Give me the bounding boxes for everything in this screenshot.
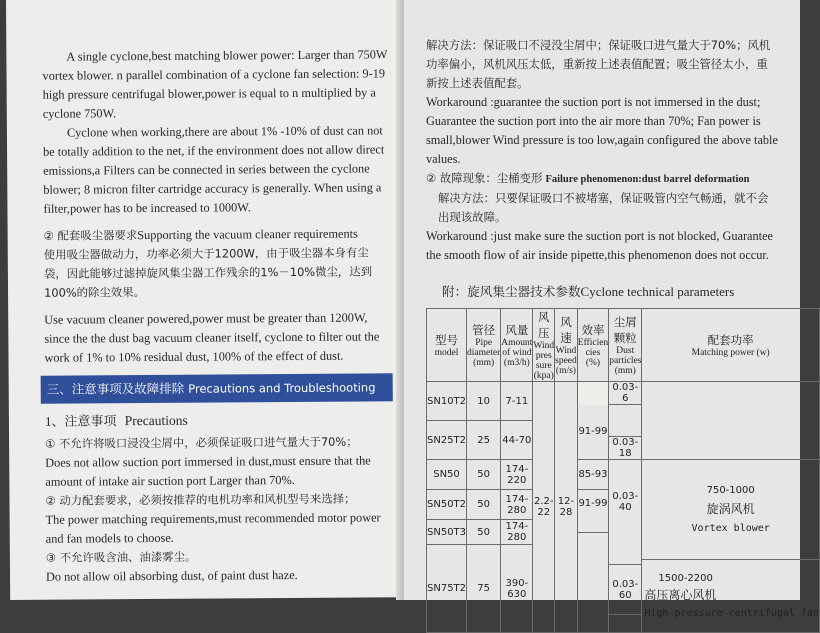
speed-cell: 12-28 [555,382,578,633]
precautions-cn: 1、注意事项 [44,413,117,429]
dust-cell: 0.03-18 [609,437,642,460]
para-vacuum-en: Use vacuum cleaner powered,power must be greater than 1200W, since the the dust bag vacuum cleaner itself, cyclone to filter out the work of 1% to 10% residual dust, 100% of the effect of dust. [44,310,380,365]
power-centrifugal-cell [642,560,820,633]
dust-cell: 0.03-40 [609,460,642,545]
header-efficiency: 效率 Efficien cies (%) [577,309,608,382]
left-page [6,0,410,600]
precautions-en: Precautions [124,412,188,429]
wind-cell: 174-280 [501,490,533,520]
table-row [427,382,820,405]
blank-cell [642,382,820,460]
power-centrifugal-en: High pressure centrifugal fan [644,608,819,619]
pipe-cell: 50 [467,520,501,545]
item2-cn: ② 动力配套要求，必须按推荐的电机功率和风机型号来选择； [45,491,356,508]
power-vortex-cell [642,460,820,560]
wind-cell: 7-11 [501,382,533,421]
dust-cell: 0.03-6 [609,382,642,405]
power-vortex-en: Vortex blower [691,522,770,534]
table-title [442,281,800,300]
model-cell: SN10T2 [427,382,467,421]
solution2-cn: 解决方法：只要保证吸口不被堵塞，保证吸管内空气畅通，就不会出现该故障。 [438,191,769,224]
power-vortex-cn: 旋涡风机 [706,501,755,516]
header-speed: 风速 Wind speed (m/s) [555,309,578,382]
pipe-cell: 50 [467,460,501,490]
banner-en: Precautions and Troubleshooting [188,380,376,396]
model-cell: SN50T2 [427,490,467,520]
blank-cell [577,533,608,633]
item1-en: Does not allow suction port immersed in dust,must ensure that the amount of intake air suction port Larger than 70%. [45,453,371,489]
spec-table [426,308,820,633]
para-blower-power: A single cyclone,best matching blower power: Larger than 750W vortex blower. n parallel combination of a cyclone fan selection: 9-19 high pressure centrifugal blower,power is equal to n multiplied by a cyclone 750W. [42,47,388,121]
right-page [404,0,819,619]
table-row [427,460,820,490]
model-cell: SN50T3 [427,520,467,545]
item3-cn: ③ 不允许吸含油、油漆雾尘。 [45,549,197,565]
wind-cell: 174-220 [501,460,533,490]
efficiency-cell: 91-99 [577,490,608,533]
header-power: 配套功率 Matching power (w) [642,309,820,382]
precautions-heading [45,409,391,430]
efficiency-cell: 85-93 [577,460,608,490]
pipe-cell: 25 [467,421,501,460]
model-cell: SN75T2 [427,545,467,633]
model-cell: SN50 [427,460,467,490]
solution1-en: Workaround :guarantee the suction port is not immersed in the dust; Guarantee the suction port into the air more than 70%; Fan power is small,blower Wind pressure is too low,again configured the above table values. [426,95,778,166]
item2-en: The power matching requirements,must recommended motor power and fan models to choose. [45,510,381,546]
heading-vacuum-cn: ② 配套吸尘器要求 [43,228,138,243]
blank-cell [577,382,608,405]
wind-cell: 174-280 [501,520,533,545]
fault2-heading [426,169,778,189]
banner-cn: 三、注意事项及故障排除 [46,380,185,397]
fault2-en: Failure phenomenon:dust barrel deformation [545,174,750,185]
header-model: 型号 model [427,309,467,382]
header-pipe: 管径 Pipe diameter (mm) [467,309,501,382]
item1-cn: ① 不允许将吸口浸没尘屑中，必须保证吸口进气量大于70%； [45,434,358,451]
dust-cell: 0.03-60 [609,565,642,615]
header-wind: 风量 Amount of wind (m3/h) [501,309,533,382]
heading-vacuum-en: Supporting the vacuum cleaner requirements [137,226,358,243]
blank-cell [609,615,642,633]
blank-cell [609,545,642,565]
model-cell: SN25T2 [427,421,467,460]
solution1-cn: 解决方法：保证吸口不浸没尘屑中；保证吸口进气量大于70%；风机功率偏小，风机风压太低，重新按上述表值配置；吸尘管径太小，重新按上述表值配套。 [426,38,771,90]
para-vacuum-cn: 使用吸尘器做动力，功率必须大于1200W，由于吸尘器本身有尘袋，因此能够过滤掉旋风集尘器工作残余的1%－10%微尘，达到100%的除尘效果。 [43,245,373,300]
item3-en: Do not allow oil absorbing dust, of paint dust haze. [45,567,298,584]
blank-cell [609,405,642,437]
pipe-cell: 75 [467,545,501,633]
table-title-en: Cyclone technical parameters [580,284,735,299]
header-dust: 尘屑颗粒 Dust particles (mm) [609,309,642,382]
power-vortex-range: 750-1000 [706,484,755,496]
efficiency-cell: 91-99 [577,405,608,460]
para-cyclone-working: Cyclone when working,there are about 1% -10% of dust can not be totally addition to the net, if the environment does not allow direct emissions,a Filters can be connected in series between the cyclone blower; 8 micron filter cartridge accuracy is generally. When using a filter,power has to be increased to 1000W. [43,123,385,216]
fault2-cn: ② 故障现象：尘桶变形 [426,171,543,185]
table-header-row [427,309,820,382]
section-banner [41,373,393,403]
wind-cell: 390-630 [501,545,533,633]
header-pressure: 风压 Wind pres sure (kpa) [533,310,555,381]
pipe-cell: 10 [467,382,501,421]
table-title-cn: 附：旋风集尘器技术参数 [442,284,581,299]
power-centrifugal-range: 1500-2200 [658,573,713,584]
solution2-en: Workaround :just make sure the suction port is not blocked, Guarantee the smooth flow of air inside pipette,this phenomenon does not occur. [426,229,773,262]
pipe-cell: 50 [467,490,501,520]
power-centrifugal-cn: 高压离心风机 [644,588,717,602]
wind-cell: 44-70 [501,421,533,460]
heading-vacuum-requirements [44,224,390,245]
pressure-cell: 2.2-22 [533,382,555,633]
